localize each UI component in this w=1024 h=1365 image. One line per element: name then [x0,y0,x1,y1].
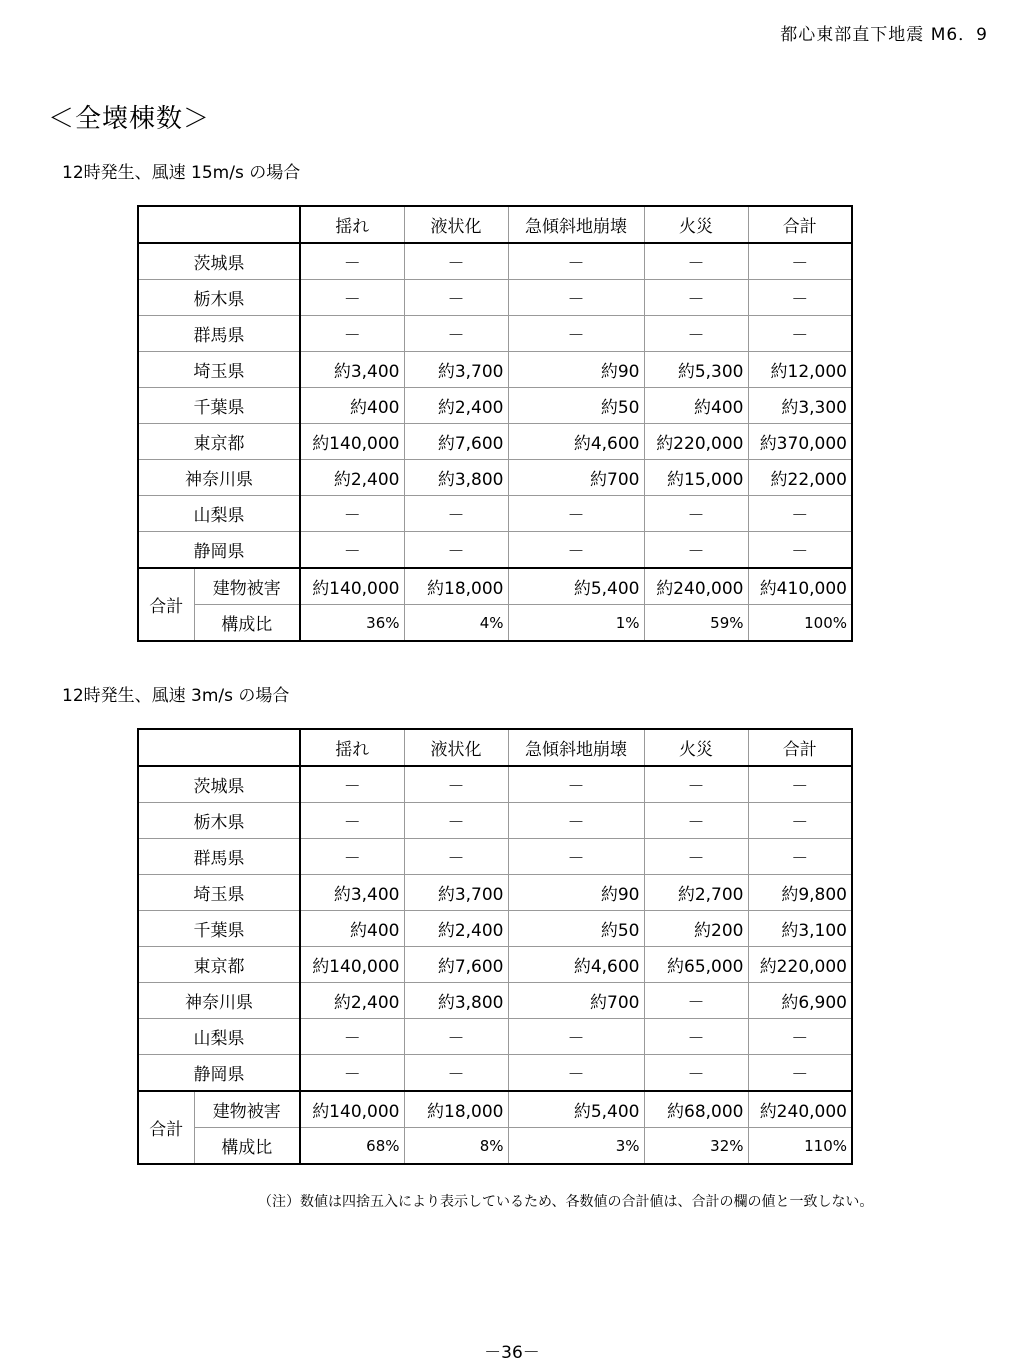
table-row [138,1055,852,1092]
total-cell: 約5,400 [508,568,644,605]
table-cell: 約3,700 [404,352,508,388]
table-cell: 約3,700 [404,875,508,911]
table-cell: 約3,300 [748,388,852,424]
table-cell: 約7,600 [404,947,508,983]
composition-ratio-label: 構成比 [194,605,300,642]
prefecture-name: 茨城県 [138,243,300,280]
table-cell: － [508,1019,644,1055]
section-title: ＜全壊棟数＞ [48,104,211,134]
table-cell: 約140,000 [300,947,404,983]
table-cell: － [404,280,508,316]
table-cell: － [404,316,508,352]
table-cell: － [508,839,644,875]
table-row [138,424,852,460]
building-damage-label: 建物被害 [194,568,300,605]
table-cell: － [748,532,852,569]
table-cell: － [508,766,644,803]
ratio-cell: 59% [644,605,748,642]
damage-table-wind-15 [137,205,853,642]
table-cell: 約400 [300,388,404,424]
prefecture-name: 静岡県 [138,532,300,569]
table-cell: － [404,532,508,569]
table-cell: － [508,280,644,316]
table-row [138,839,852,875]
table-cell: － [404,766,508,803]
table-row [138,947,852,983]
table-cell: 約90 [508,352,644,388]
table-cell: 約700 [508,983,644,1019]
table-cell: 約400 [300,911,404,947]
total-cell: 約140,000 [300,568,404,605]
table-cell: － [748,280,852,316]
table-cell: － [300,496,404,532]
table-cell: 約200 [644,911,748,947]
table-cell: － [404,1019,508,1055]
prefecture-name: 千葉県 [138,388,300,424]
table-cell: － [644,243,748,280]
table-cell: 約370,000 [748,424,852,460]
table-row [138,243,852,280]
table-cell: 約50 [508,388,644,424]
column-header: 急傾斜地崩壊 [508,729,644,766]
column-header: 火災 [644,729,748,766]
table-cell: － [644,496,748,532]
table-cell: 約9,800 [748,875,852,911]
table-cell: － [300,766,404,803]
table-cell: － [300,532,404,569]
total-cell: 約5,400 [508,1091,644,1128]
table-cell: － [404,243,508,280]
table-cell: － [300,316,404,352]
total-label: 合計 [138,568,194,641]
prefecture-name: 静岡県 [138,1055,300,1092]
column-header: 液状化 [404,206,508,243]
table-cell: － [748,316,852,352]
table-cell: － [300,839,404,875]
table-cell: － [644,839,748,875]
table-row [138,316,852,352]
header-corner-cell [138,729,300,766]
table-cell: － [748,496,852,532]
table-cell: － [300,243,404,280]
table-row [138,875,852,911]
ratio-cell: 3% [508,1128,644,1165]
table-cell: 約140,000 [300,424,404,460]
column-header: 合計 [748,206,852,243]
table-cell: － [748,243,852,280]
prefecture-name: 茨城県 [138,766,300,803]
table-cell: － [508,496,644,532]
table-cell: 約3,100 [748,911,852,947]
table-caption-wind-15: 12時発生、風速 15m/s の場合 [62,163,301,183]
table-cell: － [300,1055,404,1092]
table-cell: － [644,532,748,569]
column-header: 急傾斜地崩壊 [508,206,644,243]
total-row-damage [138,568,852,605]
building-damage-label: 建物被害 [194,1091,300,1128]
total-cell: 約140,000 [300,1091,404,1128]
footnote: （注）数値は四捨五入により表示しているため、各数値の合計値は、合計の欄の値と一致しない。 [258,1194,874,1210]
table-cell: － [300,280,404,316]
prefecture-name: 埼玉県 [138,352,300,388]
table-cell: － [748,803,852,839]
table-row [138,352,852,388]
table-cell: － [508,803,644,839]
table-row [138,911,852,947]
total-cell: 約240,000 [644,568,748,605]
composition-ratio-label: 構成比 [194,1128,300,1165]
ratio-cell: 32% [644,1128,748,1165]
column-header: 液状化 [404,729,508,766]
table-cell: 約3,400 [300,875,404,911]
table-cell: － [404,1055,508,1092]
table-row [138,496,852,532]
table-cell: － [644,280,748,316]
prefecture-name: 山梨県 [138,1019,300,1055]
column-header: 合計 [748,729,852,766]
total-row-damage [138,1091,852,1128]
table-cell: － [508,1055,644,1092]
table-cell: － [508,316,644,352]
column-header: 火災 [644,206,748,243]
table-cell: 約700 [508,460,644,496]
total-cell: 約410,000 [748,568,852,605]
table-cell: 約2,400 [404,388,508,424]
prefecture-name: 山梨県 [138,496,300,532]
table-row [138,460,852,496]
table-cell: 約4,600 [508,947,644,983]
ratio-cell: 8% [404,1128,508,1165]
total-cell: 約240,000 [748,1091,852,1128]
total-cell: 約18,000 [404,1091,508,1128]
table-cell: － [300,1019,404,1055]
prefecture-name: 神奈川県 [138,983,300,1019]
table-cell: 約12,000 [748,352,852,388]
table-cell: － [508,532,644,569]
ratio-cell: 68% [300,1128,404,1165]
damage-table-wind-3 [137,728,853,1165]
table-cell: 約2,700 [644,875,748,911]
table-cell: 約90 [508,875,644,911]
prefecture-name: 神奈川県 [138,460,300,496]
table-row [138,983,852,1019]
table-cell: － [748,766,852,803]
table-cell: 約2,400 [300,460,404,496]
total-row-ratio [138,1128,852,1165]
total-cell: 約68,000 [644,1091,748,1128]
table-cell: 約22,000 [748,460,852,496]
table-cell: 約3,800 [404,460,508,496]
ratio-cell: 110% [748,1128,852,1165]
table-cell: 約65,000 [644,947,748,983]
prefecture-name: 群馬県 [138,839,300,875]
table-cell: 約220,000 [748,947,852,983]
total-cell: 約18,000 [404,568,508,605]
table-cell: 約2,400 [404,911,508,947]
table-cell: 約6,900 [748,983,852,1019]
table-cell: 約50 [508,911,644,947]
table-cell: 約15,000 [644,460,748,496]
table-cell: － [644,316,748,352]
total-label: 合計 [138,1091,194,1164]
table-cell: － [644,803,748,839]
table-row [138,803,852,839]
table-cell: － [404,803,508,839]
table-cell: 約3,400 [300,352,404,388]
ratio-cell: 1% [508,605,644,642]
table-cell: 約3,800 [404,983,508,1019]
table-row [138,388,852,424]
column-header: 揺れ [300,729,404,766]
table-row [138,766,852,803]
table-cell: － [644,1055,748,1092]
table-cell: － [300,803,404,839]
page-number: －36－ [484,1343,540,1363]
table-row [138,1019,852,1055]
table-cell: － [404,839,508,875]
header-corner-cell [138,206,300,243]
total-row-ratio [138,605,852,642]
table-cell: 約2,400 [300,983,404,1019]
table-cell: 約220,000 [644,424,748,460]
column-header: 揺れ [300,206,404,243]
prefecture-name: 群馬県 [138,316,300,352]
document-header: 都心東部直下地震 M6．9 [780,25,988,45]
table-cell: － [644,1019,748,1055]
prefecture-name: 東京都 [138,424,300,460]
prefecture-name: 東京都 [138,947,300,983]
table-cell: － [404,496,508,532]
table-cell: － [748,1019,852,1055]
prefecture-name: 埼玉県 [138,875,300,911]
table-row [138,280,852,316]
table-row [138,532,852,569]
table-cell: － [644,983,748,1019]
table-cell: － [748,1055,852,1092]
table-cell: 約7,600 [404,424,508,460]
table-cell: 約4,600 [508,424,644,460]
ratio-cell: 36% [300,605,404,642]
ratio-cell: 4% [404,605,508,642]
table-cell: － [748,839,852,875]
table-cell: － [644,766,748,803]
prefecture-name: 栃木県 [138,803,300,839]
table-cell: － [508,243,644,280]
table-cell: 約400 [644,388,748,424]
ratio-cell: 100% [748,605,852,642]
prefecture-name: 千葉県 [138,911,300,947]
table-caption-wind-3: 12時発生、風速 3m/s の場合 [62,686,290,706]
prefecture-name: 栃木県 [138,280,300,316]
table-cell: 約5,300 [644,352,748,388]
